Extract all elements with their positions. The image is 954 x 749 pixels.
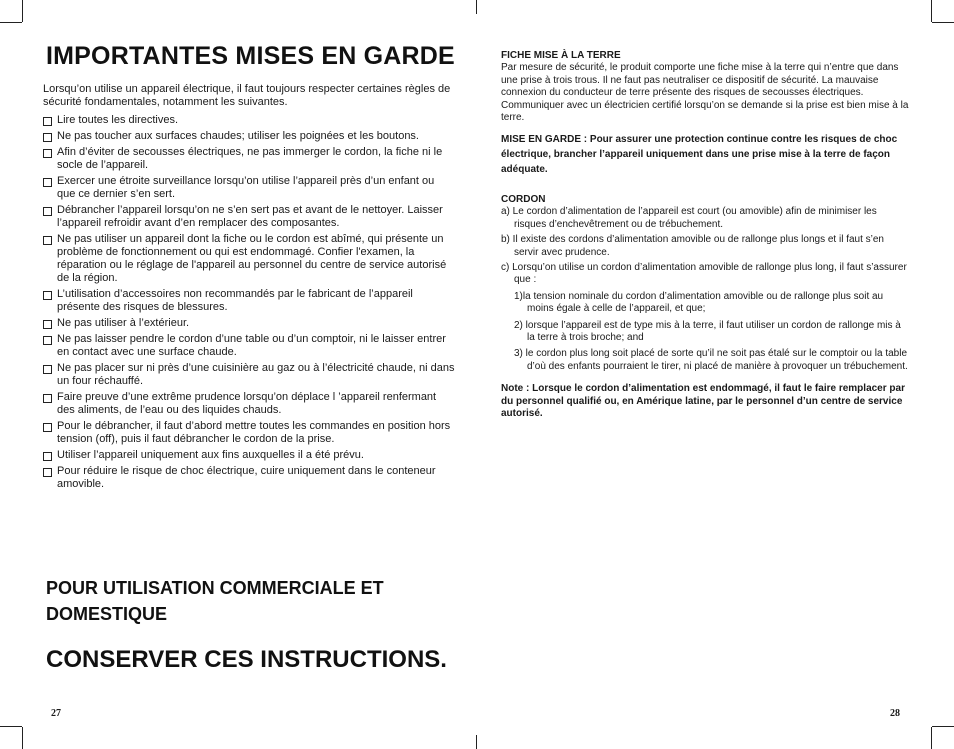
list-item [43, 233, 455, 285]
checkbox-icon [43, 236, 52, 245]
cordon-a: a) Le cordon d’alimentation de l’appareil est court (ou amovible) afin de minimiser les risques d’enchevêtrement ou de trébuchement. [501, 206, 877, 230]
fiche-section [501, 50, 911, 124]
list-item [43, 362, 455, 388]
checkbox-icon [43, 207, 52, 216]
checkbox-icon [43, 178, 52, 187]
usage-heading: POUR UTILISATION COMMERCIALE ET DOMESTIQUE [46, 578, 384, 624]
list-item [43, 175, 455, 201]
list-item-text: Afin d’éviter de secousses électriques, ne pas immerger le cordon, la fiche ni le socle de l’appareil. [57, 146, 443, 171]
checkbox-icon [43, 468, 52, 477]
list-item-text: Utiliser l’appareil uniquement aux fins auxquelles il a été prévu. [57, 449, 364, 461]
list-item [43, 317, 455, 330]
list-item-text: Ne pas utiliser un appareil dont la fiche ou le cordon est abîmé, qui présente un problème de fonctionnement ou qui est endommagé. Confier l'examen, la réparation ou le réglage de l'appareil au personnel du centre de service autorisé de la région. [57, 233, 447, 284]
list-item [43, 204, 455, 230]
right-page [477, 0, 954, 749]
cordon-section [501, 194, 911, 421]
list-item-text: Faire preuve d’une extrême prudence lorsqu’on déplace l ’appareil renfermant des aliments, de l’eau ou des liquides chauds. [57, 391, 437, 416]
checkbox-icon [43, 394, 52, 403]
cordon-c3: 3) le cordon plus long soit placé de sorte qu’il ne soit pas étalé sur le comptoir ou la table d’où des enfants pourraient le tirer, ni placé de manière à provoquer un trébuchement. [514, 348, 908, 372]
page-number: 27 [51, 708, 61, 719]
list-item-text: Pour réduire le risque de choc électrique, cuire uniquement dans le conteneur amovible. [57, 465, 436, 490]
cordon-heading: CORDON [501, 194, 546, 205]
fiche-heading: FICHE MISE À LA TERRE [501, 50, 621, 61]
warning-text: MISE EN GARDE : Pour assurer une protection continue contre les risques de choc électrique, brancher l’appareil uniquement dans une prise mise à la terre de façon adéquate. [501, 134, 898, 175]
checkbox-icon [43, 365, 52, 374]
fiche-text: Par mesure de sécurité, le produit comporte une fiche mise à la terre qui n’entre que dans une prise à trois trous. Il ne faut pas neutraliser ce dispositif de sécurité. La mauvaise connexion du conducteur de terre présente des risques de secousses électriques. Communiquer avec un électricien certifié lorsqu’on se demande si la prise est bien mise à la terre. [501, 62, 909, 124]
checkbox-icon [43, 133, 52, 142]
checkbox-icon [43, 149, 52, 158]
list-item [43, 465, 455, 491]
list-item [43, 146, 455, 172]
intro-text: Lorsqu’on utilise un appareil électrique, il faut toujours respecter certaines règles de sécurité fondamentales, notamment les suivantes. [43, 83, 451, 108]
list-item-text: Lire toutes les directives. [57, 114, 179, 126]
list-item [43, 288, 455, 314]
list-item-text: Exercer une étroite surveillance lorsqu’on utilise l’appareil près d’un enfant ou que ce dernier s’en sert. [57, 175, 435, 200]
list-item [43, 449, 455, 462]
list-item-text: Ne pas toucher aux surfaces chaudes; utiliser les poignées et les boutons. [57, 130, 419, 142]
page-title: IMPORTANTES MISES EN GARDE [46, 42, 455, 70]
checkbox-icon [43, 423, 52, 432]
page-number: 28 [890, 708, 900, 719]
list-item [43, 391, 455, 417]
safety-list [43, 114, 455, 494]
list-item-text: Ne pas placer sur ni près d’une cuisinière au gaz ou à l’électricité chaude, ni dans un four réchauffé. [57, 362, 455, 387]
list-item [43, 420, 455, 446]
cordon-b: b) Il existe des cordons d’alimentation amovible ou de rallonge plus longs et il faut s’en servir avec prudence. [501, 234, 884, 258]
checkbox-icon [43, 452, 52, 461]
list-item-text: Débrancher l’appareil lorsqu’on ne s’en sert pas et avant de le nettoyer. Laisser l’appareil refroidir avant d’en remplacer des composantes. [57, 204, 443, 229]
list-item [43, 114, 455, 127]
cordon-c2: 2) lorsque l’appareil est de type mis à la terre, il faut utiliser un cordon de rallonge mis à la terre à trois broche; and [514, 319, 901, 344]
list-item [43, 130, 455, 143]
conserve-heading: CONSERVER CES INSTRUCTIONS. [46, 646, 447, 673]
note-text: Note : Lorsque le cordon d’alimentation est endommagé, il faut le faire remplacer par du personnel qualifié ou, en Amérique latine, par le personnel d’un centre de service autorisé. [501, 383, 905, 420]
cordon-c: c) Lorsqu’on utilise un cordon d’alimentation amovible de rallonge plus long, il faut s’assurer que : [501, 262, 907, 286]
list-item-text: L’utilisation d’accessoires non recommandés par le fabricant de l’appareil présente des risques de blessures. [57, 288, 413, 313]
list-item [43, 333, 455, 359]
checkbox-icon [43, 336, 52, 345]
checkbox-icon [43, 320, 52, 329]
checkbox-icon [43, 117, 52, 126]
list-item-text: Ne pas utiliser à l’extérieur. [57, 317, 190, 329]
list-item-text: Ne pas laisser pendre le cordon d’une table ou d’un comptoir, ni le laisser entrer en contact avec une surface chaude. [57, 333, 446, 358]
cordon-c1: 1)la tension nominale du cordon d’alimentation amovible ou de rallonge plus soit au moins égale à celle de l’appareil, et que; [514, 290, 884, 315]
list-item-text: Pour le débrancher, il faut d’abord mettre toutes les commandes en position hors tension (off), puis il faut débrancher le cordon de la prise. [57, 420, 451, 445]
checkbox-icon [43, 291, 52, 300]
